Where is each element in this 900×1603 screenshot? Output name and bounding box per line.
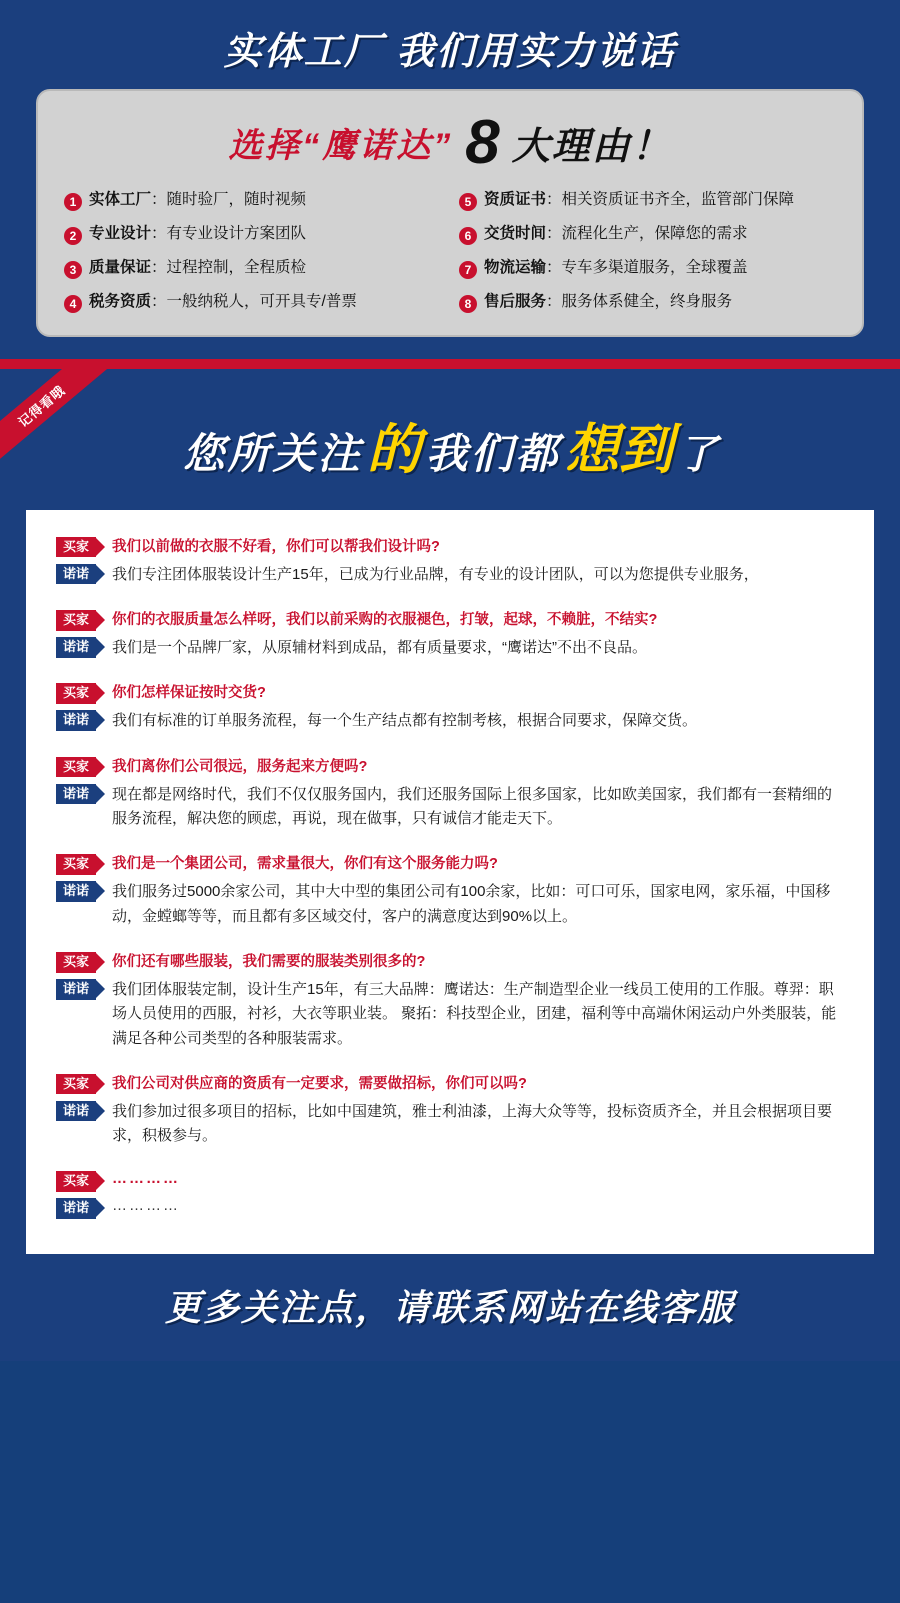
faq-answer: 我们是一个品牌厂家，从原辅材料到成品，都有质量要求，“鹰诺达”不出不良品。 bbox=[112, 639, 648, 657]
headline-suffix: 大理由！ bbox=[511, 126, 672, 169]
reason-text: 相关资质证书齐全，监管部门保障 bbox=[561, 190, 795, 208]
headline-number: 8 bbox=[465, 108, 500, 177]
reason-text: 有专业设计方案团队 bbox=[166, 224, 307, 242]
arrow-right-icon bbox=[96, 1172, 105, 1190]
reason-title: 资质证书 bbox=[484, 190, 547, 208]
faq-answer: 我们参加过很多项目的招标，比如中国建筑，雅士利油漆，上海大众等等，投标资质齐全，并且会根据项目要求，积极参与。 bbox=[112, 1102, 833, 1145]
faq-answer-row bbox=[56, 978, 844, 1051]
faq-question: 我们公司对供应商的资质有一定要求，需要做招标，你们可以吗? bbox=[112, 1075, 527, 1092]
reason-text: 过程控制，全程质检 bbox=[166, 258, 307, 276]
faq-question-row bbox=[56, 682, 844, 704]
faq-item bbox=[56, 609, 844, 660]
buyer-tag: 买家 bbox=[56, 537, 96, 558]
reason-separator: ： bbox=[546, 292, 562, 310]
reasons-grid bbox=[64, 191, 836, 313]
buyer-tag: 买家 bbox=[56, 1171, 96, 1192]
faq-question: 我们离你们公司很远，服务起来方便吗? bbox=[112, 758, 368, 775]
arrow-right-icon bbox=[96, 980, 105, 998]
faq-question: 你们还有哪些服装，我们需要的服装类别很多的? bbox=[112, 953, 426, 970]
buyer-tag: 买家 bbox=[56, 610, 96, 631]
faq-item bbox=[56, 682, 844, 733]
reason-separator: ： bbox=[151, 190, 167, 208]
answer-tag: 诺诺 bbox=[56, 1198, 96, 1219]
reason-item bbox=[64, 259, 441, 279]
reason-title: 质量保证 bbox=[89, 258, 152, 276]
reason-number: 2 bbox=[64, 227, 82, 245]
faq-question: 我们以前做的衣服不好看，你们可以帮我们设计吗? bbox=[112, 538, 440, 555]
arrow-right-icon bbox=[96, 855, 105, 873]
arrow-right-icon bbox=[96, 684, 105, 702]
arrow-right-icon bbox=[96, 1199, 105, 1217]
answer-tag: 诺诺 bbox=[56, 637, 96, 658]
reason-item bbox=[459, 293, 836, 313]
faq-question-row bbox=[56, 536, 844, 558]
answer-tag: 诺诺 bbox=[56, 1101, 96, 1122]
buyer-tag: 买家 bbox=[56, 757, 96, 778]
faq-question: 我们是一个集团公司，需求量很大，你们有这个服务能力吗? bbox=[112, 856, 498, 873]
buyer-tag: 买家 bbox=[56, 854, 96, 875]
reason-text: 一般纳税人，可开具专/普票 bbox=[166, 292, 357, 310]
faq-answer-row bbox=[56, 1100, 844, 1149]
faq-answer-row bbox=[56, 880, 844, 929]
faq-item bbox=[56, 951, 844, 1051]
reason-number: 7 bbox=[459, 261, 477, 279]
arrow-right-icon bbox=[96, 611, 105, 629]
reason-separator: ： bbox=[151, 224, 167, 242]
faq-item bbox=[56, 756, 844, 832]
headline-prefix: 选择“鹰诺达” bbox=[228, 127, 454, 166]
banner-title: 实体工厂 我们用实力说话 bbox=[223, 31, 677, 73]
reason-title: 售后服务 bbox=[484, 292, 547, 310]
faq-answer: 我们专注团体服装设计生产15年，已成为行业品牌，有专业的设计团队，可以为您提供专业服务， bbox=[112, 565, 759, 583]
reason-item bbox=[64, 225, 441, 245]
reason-title: 税务资质 bbox=[89, 292, 152, 310]
reason-text: 流程化生产，保障您的需求 bbox=[561, 224, 748, 242]
reason-text: 专车多渠道服务，全球覆盖 bbox=[561, 258, 748, 276]
faq-question-row bbox=[56, 609, 844, 631]
reason-title: 专业设计 bbox=[89, 224, 152, 242]
arrow-right-icon bbox=[96, 565, 105, 583]
arrow-right-icon bbox=[96, 538, 105, 556]
arrow-right-icon bbox=[96, 1102, 105, 1120]
reason-separator: ： bbox=[546, 224, 562, 242]
reason-separator: ： bbox=[151, 258, 167, 276]
reason-number: 8 bbox=[459, 295, 477, 313]
faq-question-row bbox=[56, 1170, 844, 1192]
faq-question-row bbox=[56, 756, 844, 778]
reason-number: 6 bbox=[459, 227, 477, 245]
faq-answer-row bbox=[56, 783, 844, 832]
faq-question: 你们怎样保证按时交货? bbox=[112, 685, 266, 702]
faq-item bbox=[56, 1073, 844, 1149]
faq-question-row bbox=[56, 951, 844, 973]
answer-tag: 诺诺 bbox=[56, 979, 96, 1000]
faq-card bbox=[26, 510, 874, 1254]
arrow-right-icon bbox=[96, 1075, 105, 1093]
answer-tag: 诺诺 bbox=[56, 881, 96, 902]
reason-separator: ： bbox=[151, 292, 167, 310]
arrow-right-icon bbox=[96, 953, 105, 971]
faq-answer-row bbox=[56, 709, 844, 733]
faq-section bbox=[0, 369, 900, 1361]
section-divider bbox=[0, 359, 900, 369]
arrow-right-icon bbox=[96, 882, 105, 900]
reason-title: 实体工厂 bbox=[89, 190, 152, 208]
answer-tag: 诺诺 bbox=[56, 784, 96, 805]
faq-footer-note: 更多关注点，请联系网站在线客服 bbox=[164, 1286, 735, 1328]
faq-title-part-1: 您所关注 bbox=[182, 429, 363, 477]
faq-title-part-4: 想到 bbox=[564, 419, 673, 480]
reason-text: 服务体系健全，终身服务 bbox=[561, 292, 733, 310]
faq-answer: 我们团体服装定制，设计生产15年，有三大品牌：鹰诺达：生产制造型企业一线员工使用的工作服。尊羿：职场人员使用的西服，衬衫，大衣等职业装。 聚拓：科技型企业，团建，福利等中高端休闲运动户外类服装，能满足各种公司类型的各种服装需求。 bbox=[112, 980, 837, 1047]
reason-title: 交货时间 bbox=[484, 224, 547, 242]
reason-item bbox=[459, 225, 836, 245]
reasons-headline bbox=[64, 108, 836, 191]
reason-number: 5 bbox=[459, 193, 477, 211]
arrow-right-icon bbox=[96, 758, 105, 776]
faq-title-part-2: 的 bbox=[367, 419, 422, 480]
reason-item bbox=[64, 293, 441, 313]
faq-title-part-3: 我们都 bbox=[425, 429, 561, 477]
reasons-card bbox=[36, 89, 864, 337]
faq-answer-row bbox=[56, 563, 844, 587]
faq-answer: ………… bbox=[112, 1197, 181, 1215]
faq-title-part-5: 了 bbox=[677, 432, 718, 477]
reason-item bbox=[64, 191, 441, 211]
reason-item bbox=[459, 259, 836, 279]
reason-number: 4 bbox=[64, 295, 82, 313]
faq-item bbox=[56, 1170, 844, 1218]
arrow-right-icon bbox=[96, 711, 105, 729]
faq-question-row bbox=[56, 853, 844, 875]
buyer-tag: 买家 bbox=[56, 952, 96, 973]
faq-item bbox=[56, 853, 844, 929]
reason-separator: ： bbox=[546, 258, 562, 276]
faq-answer: 现在都是网络时代，我们不仅仅服务国内，我们还服务国际上很多国家，比如欧美国家，我们都有一套精细的服务流程，解决您的顾虑，再说，现在做事，只有诚信才能走天下。 bbox=[112, 785, 833, 828]
corner-ribbon: 记得看哦 bbox=[0, 369, 108, 465]
faq-question-row bbox=[56, 1073, 844, 1095]
faq-answer-row bbox=[56, 636, 844, 660]
buyer-tag: 买家 bbox=[56, 683, 96, 704]
reason-item bbox=[459, 191, 836, 211]
faq-item bbox=[56, 536, 844, 587]
faq-question: 你们的衣服质量怎么样呀，我们以前采购的衣服褪色，打皱，起球，不赖脏，不结实? bbox=[112, 612, 658, 629]
faq-answer-row bbox=[56, 1197, 844, 1219]
reason-number: 3 bbox=[64, 261, 82, 279]
faq-answer: 我们有标准的订单服务流程，每一个生产结点都有控制考核，根据合同要求，保障交货。 bbox=[112, 712, 698, 730]
arrow-right-icon bbox=[96, 785, 105, 803]
reason-title: 物流运输 bbox=[484, 258, 547, 276]
buyer-tag: 买家 bbox=[56, 1074, 96, 1095]
answer-tag: 诺诺 bbox=[56, 564, 96, 585]
reason-number: 1 bbox=[64, 193, 82, 211]
advantages-section bbox=[0, 0, 900, 359]
faq-question: ………… bbox=[112, 1170, 181, 1188]
faq-answer: 我们服务过5000余家公司，其中大中型的集团公司有100余家，比如：可口可乐，国家电网，家乐福，中国移动，金螳螂等等，而且都有多区域交付，客户的满意度达到90%以上。 bbox=[112, 883, 831, 925]
arrow-right-icon bbox=[96, 638, 105, 656]
reason-text: 随时验厂，随时视频 bbox=[166, 190, 307, 208]
reason-separator: ： bbox=[546, 190, 562, 208]
faq-title bbox=[0, 369, 900, 510]
answer-tag: 诺诺 bbox=[56, 710, 96, 731]
